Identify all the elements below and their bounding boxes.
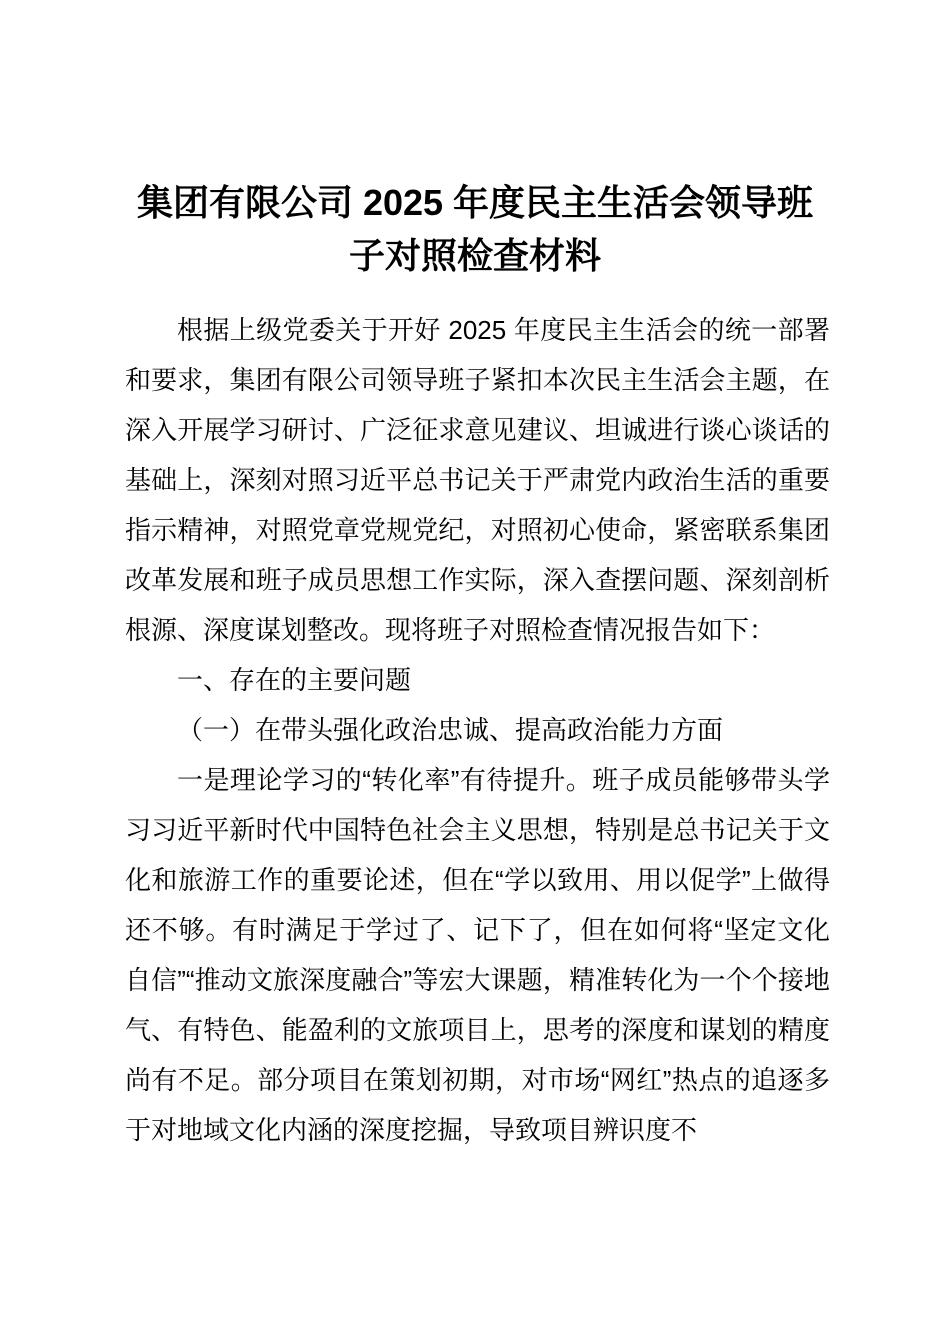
paragraph-theory-study-issue: 一是理论学习的“转化率”有待提升。班子成员能够带头学习习近平新时代中国特色社会主义思想，特别是总书记关于文化和旅游工作的重要论述，但在“学以致用、用以促学”上做得还不够。有时满足于学过了、记下了，但在如何将“坚定文化自信”“推动文旅深度融合”等宏大课题，精准转化为一个个接地气、有特色、能盈利的文旅项目上，思考的深度和谋划的精度尚有不足。部分项目在策划初期，对市场“网红”热点的追逐多于对地域文化内涵的深度挖掘，导致项目辨识度不: [125, 765, 830, 1145]
document-title: 集团有限公司 2025 年度民主生活会领导班子对照检查材料: [136, 182, 814, 276]
subsection-heading-political-loyalty: （一）在带头强化政治忠诚、提高政治能力方面: [177, 715, 724, 745]
section-heading-main-problems: 一、存在的主要问题: [177, 665, 412, 695]
paragraph-intro: 根据上级党委关于开好 2025 年度民主生活会的统一部署和要求，集团有限公司领导班子紧扣本次民主生活会主题，在深入开展学习研讨、广泛征求意见建议、坦诚进行谈心谈话的基础上，深刻对照习近平总书记关于严肃党内政治生活的重要指示精神，对照党章党规党纪，对照初心使命，紧密联系集团改革发展和班子成员思想工作实际，深入查摆问题、深刻剖析根源、深度谋划整改。现将班子对照检查情况报告如下：: [125, 315, 830, 645]
document-body: [125, 305, 830, 1155]
